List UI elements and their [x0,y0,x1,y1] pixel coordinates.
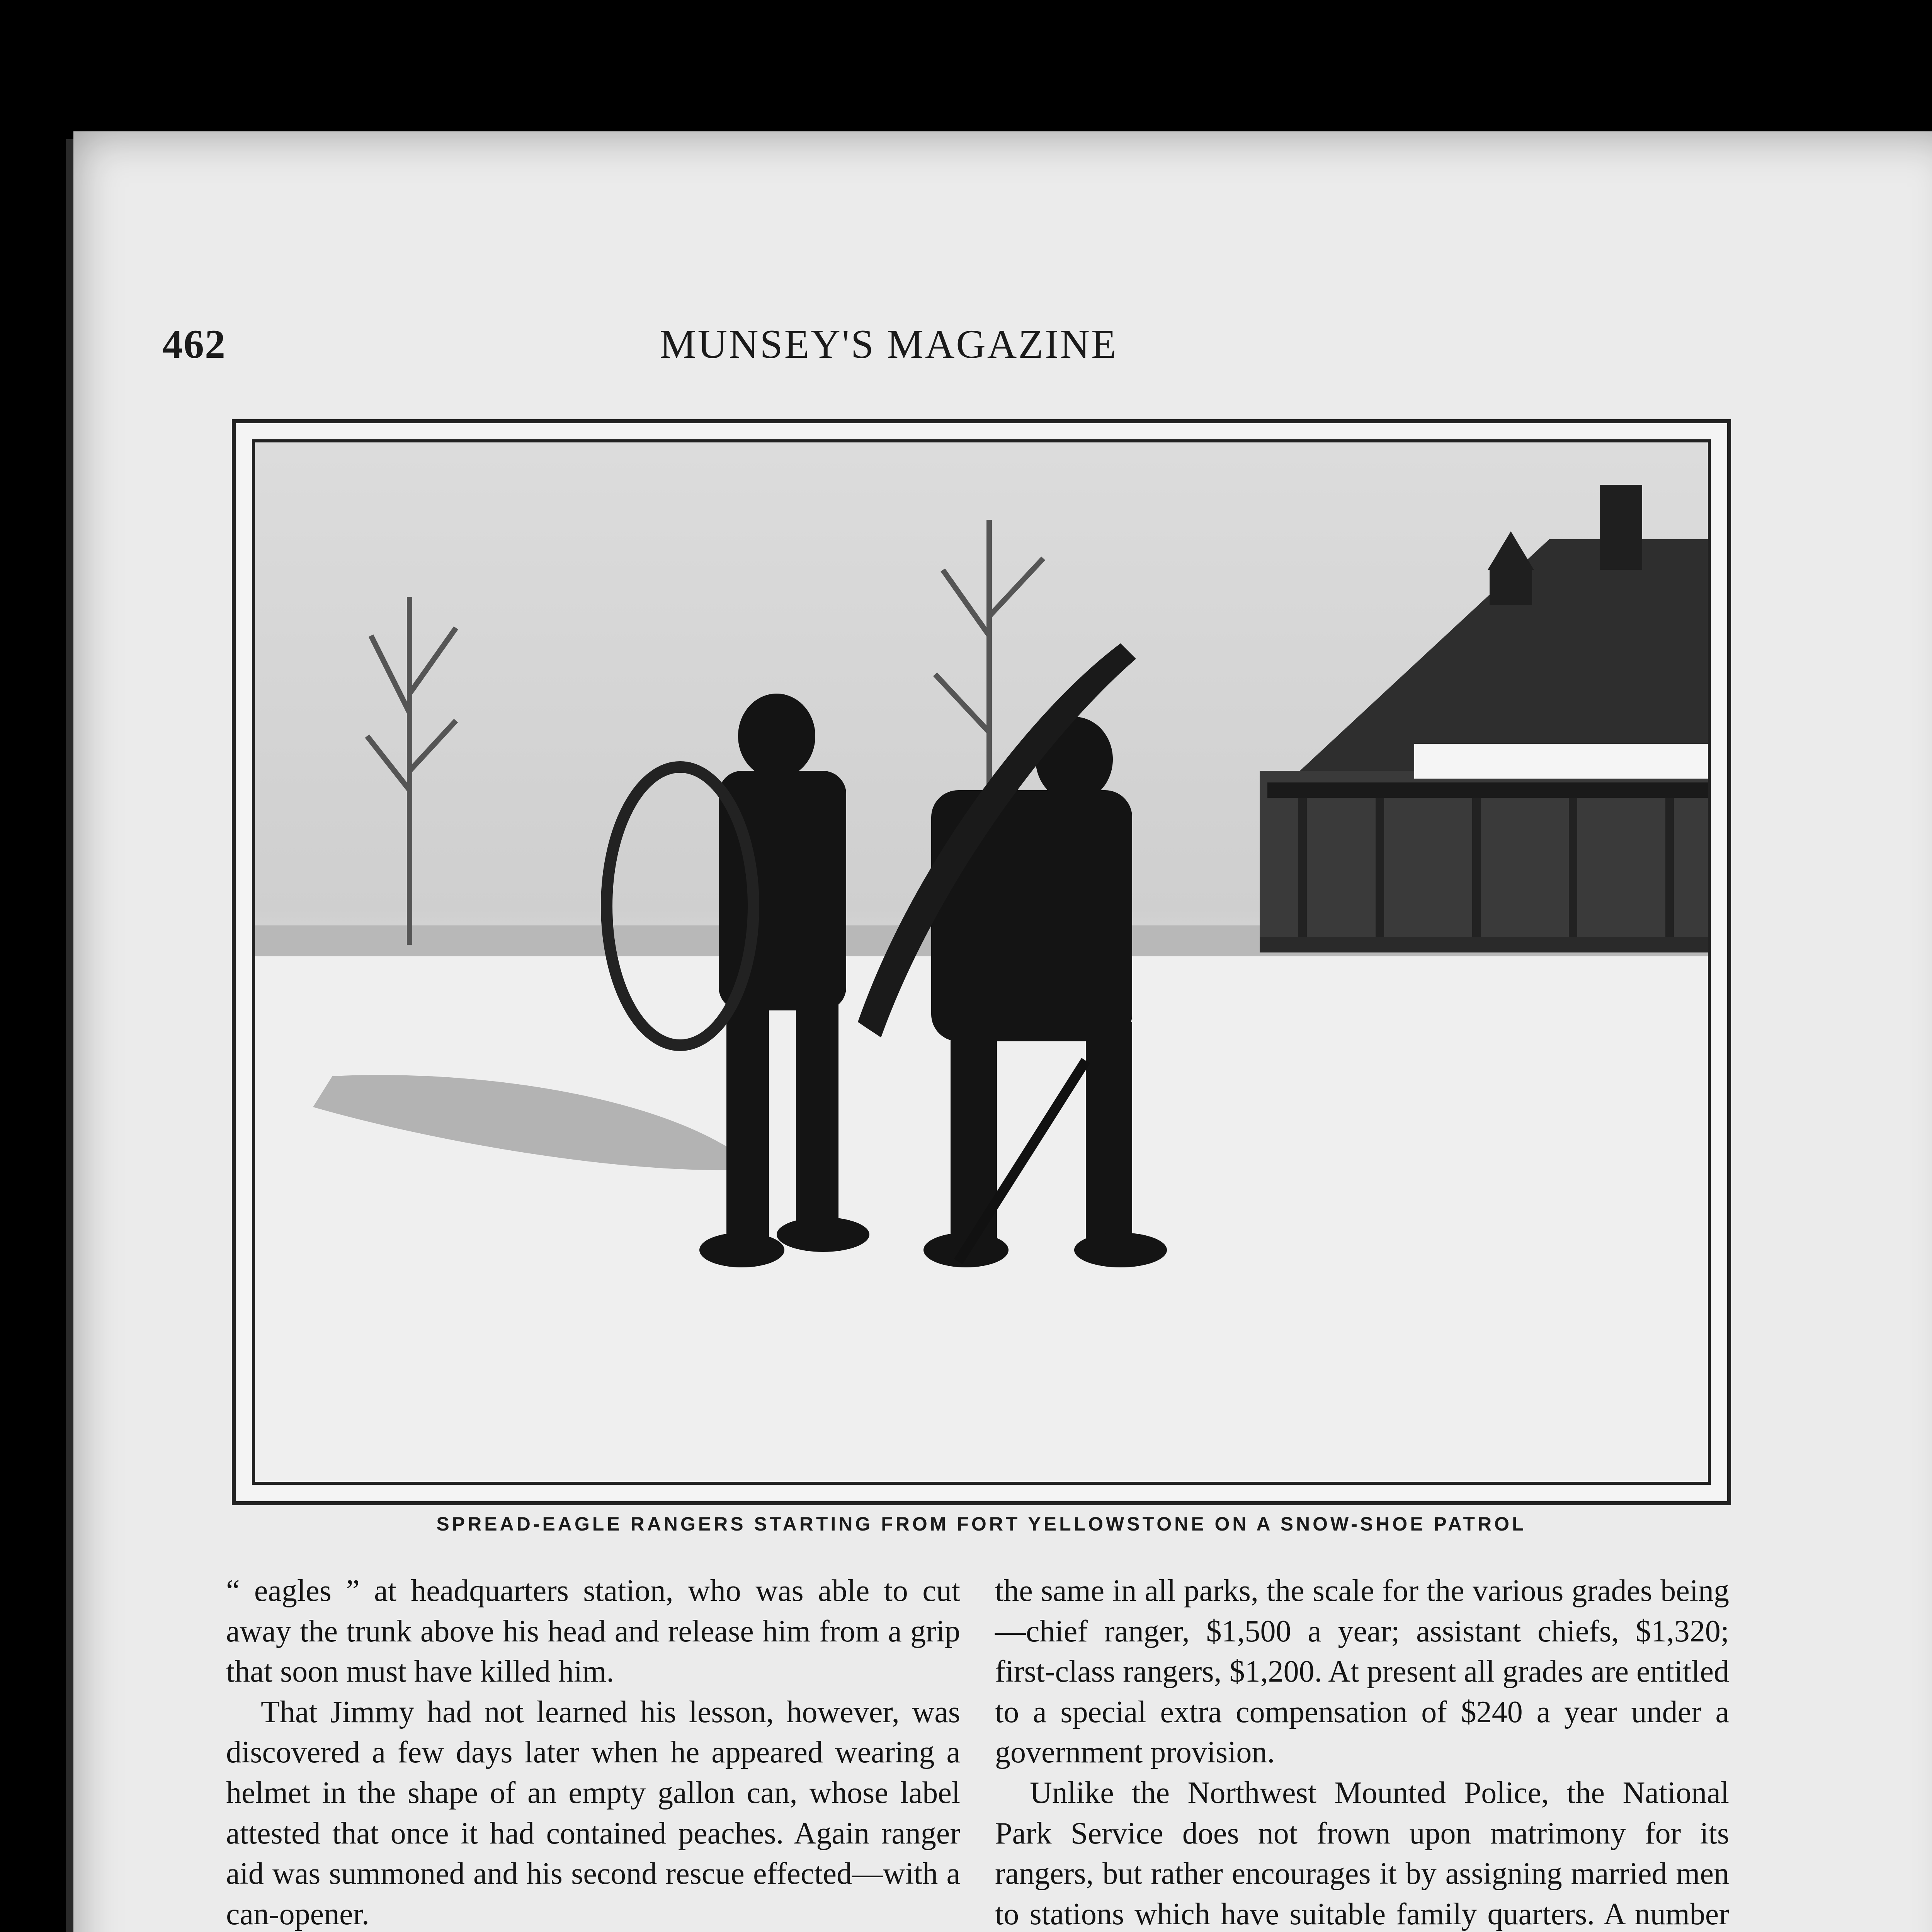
photo-building [1260,485,1708,952]
paragraph: “ eagles ” at headquarters station, who was able to cut away the trunk above his head and release him from a grip that soon must have killed him. [226,1574,960,1689]
text-column-right [995,1571,1729,1932]
page-number: 462 [162,321,226,367]
photo-caption: SPREAD-EAGLE RANGERS STARTING FROM FORT YELLOWSTONE ON A SNOW-SHOE PATROL [436,1513,1527,1535]
paragraph: That Jimmy had not learned his lesson, however, was discovered a few days later when he appeared wearing a helmet in the shape of an empty gallon can, whose label attested that once it had contained peaches. Again ranger aid was summoned and his second rescue effected—with a can-opener. [226,1695,960,1931]
photo-illustration [255,442,1708,1482]
photo-frame [232,419,1731,1505]
paragraph: the same in all parks, the scale for the various grades being—chief ranger, $1,500 a year; assistant chiefs, $1,320; first-class rangers, $1,200. At present all grades are entitled to a special extra compensation of $240 a year under a government provision. [995,1574,1729,1770]
text-column-left [226,1571,960,1932]
photograph-rangers-snowshoe [252,439,1711,1485]
running-head: MUNSEY'S MAGAZINE [660,321,1118,367]
paragraph: Unlike the Northwest Mounted Police, the National Park Service does not frown upon matrimony for its rangers, but rather encourages it by assigning married men to stations which have suitable family quarters. A number [995,1776,1729,1931]
